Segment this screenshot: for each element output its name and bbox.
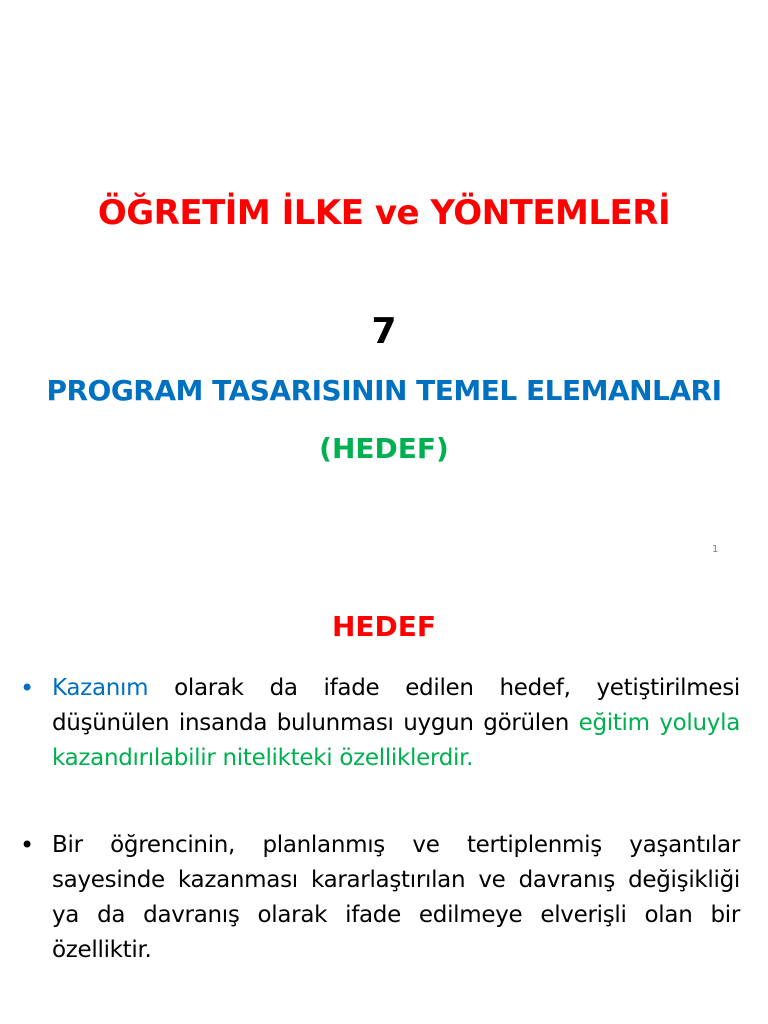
lecture-number: 7	[371, 311, 397, 352]
bullet-item-definition	[20, 671, 740, 776]
topic-subtitle-paren: (HEDEF)	[319, 432, 449, 465]
bullet-icon: •	[20, 674, 34, 702]
course-title: ÖĞRETİM İLKE ve YÖNTEMLERİ	[97, 193, 671, 233]
topic-subtitle: PROGRAM TASARISININ TEMEL ELEMANLARI	[46, 374, 722, 407]
definition-highlight: eğitim yoluyla kazandırılabilir nitelikteki özelliklerdir.	[52, 710, 740, 771]
slide-title: HEDEF	[331, 610, 437, 643]
definition-text: olarak da ifade edilen hedef, yetiştirilmesi düşünülen insanda bulunması uygun görülen	[52, 675, 740, 736]
bullet-icon: •	[20, 831, 34, 859]
explanation-text: Bir öğrencinin, planlanmış ve tertiplenmiş yaşantılar sayesinde kazanması kararlaştırılan ve davranış değişikliği ya da davranış olarak ifade edilmeye elverişli olan bir özelliktir.	[52, 832, 740, 963]
term-kazanim: Kazanım	[52, 675, 149, 701]
content-slide	[0, 576, 768, 1024]
page-number: 1	[712, 544, 719, 555]
bullet-item-explanation	[20, 828, 740, 968]
